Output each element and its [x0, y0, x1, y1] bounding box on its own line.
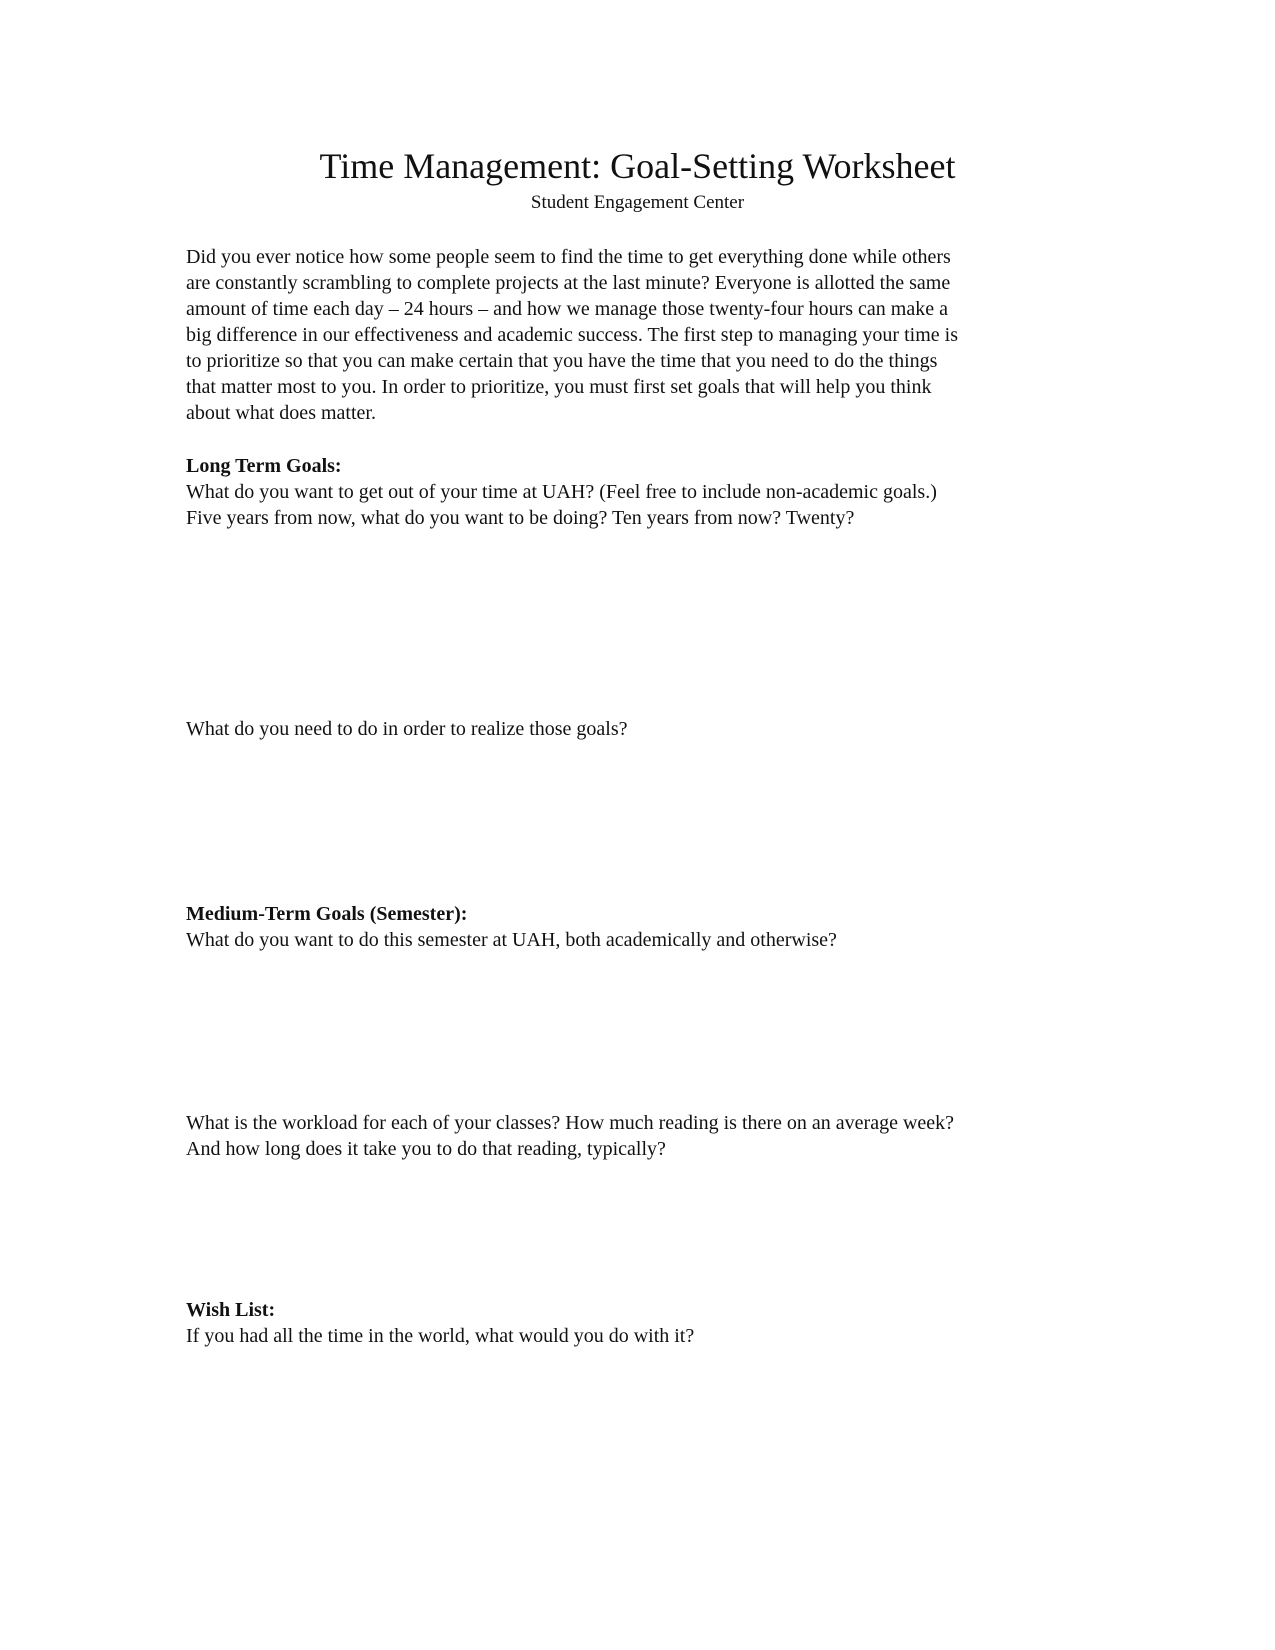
workload-question: What is the workload for each of your classes? How much reading is there on an average week?	[186, 1112, 955, 1134]
page-subtitle: Student Engagement Center	[530, 192, 745, 213]
medium-term-goals-section	[186, 901, 1086, 953]
workload-section	[186, 1110, 1086, 1162]
page-title: Time Management: Goal-Setting Worksheet	[319, 146, 956, 186]
intro-line: big difference in our effectiveness and academic success. The first step to managing your time is	[186, 324, 958, 346]
realize-goals-question: What do you need to do in order to realize those goals?	[186, 718, 628, 740]
medium-term-goals-heading: Medium-Term Goals (Semester):	[186, 903, 468, 925]
intro-paragraph	[186, 244, 1086, 426]
intro-line: Did you ever notice how some people seem to find the time to get everything done while others	[186, 246, 951, 268]
long-term-goals-section	[186, 453, 1086, 531]
workload-question: And how long does it take you to do that reading, typically?	[186, 1138, 666, 1160]
wish-list-question: If you had all the time in the world, what would you do with it?	[186, 1325, 695, 1347]
intro-line: amount of time each day – 24 hours – and how we manage those twenty-four hours can make a	[186, 298, 948, 320]
intro-line: are constantly scrambling to complete projects at the last minute? Everyone is allotted the same	[186, 272, 951, 294]
wish-list-heading: Wish List:	[186, 1299, 276, 1321]
wish-list-section	[186, 1297, 1086, 1349]
long-term-question: Five years from now, what do you want to be doing? Ten years from now? Twenty?	[186, 507, 855, 529]
realize-goals-section	[186, 716, 1086, 742]
intro-line: to prioritize so that you can make certain that you have the time that you need to do the things	[186, 350, 938, 372]
long-term-goals-heading: Long Term Goals:	[186, 455, 342, 477]
intro-line: about what does matter.	[186, 402, 376, 424]
medium-term-question: What do you want to do this semester at UAH, both academically and otherwise?	[186, 929, 837, 951]
intro-line: that matter most to you. In order to prioritize, you must first set goals that will help you think	[186, 376, 932, 398]
long-term-question: What do you want to get out of your time at UAH? (Feel free to include non-academic goals.)	[186, 481, 937, 503]
